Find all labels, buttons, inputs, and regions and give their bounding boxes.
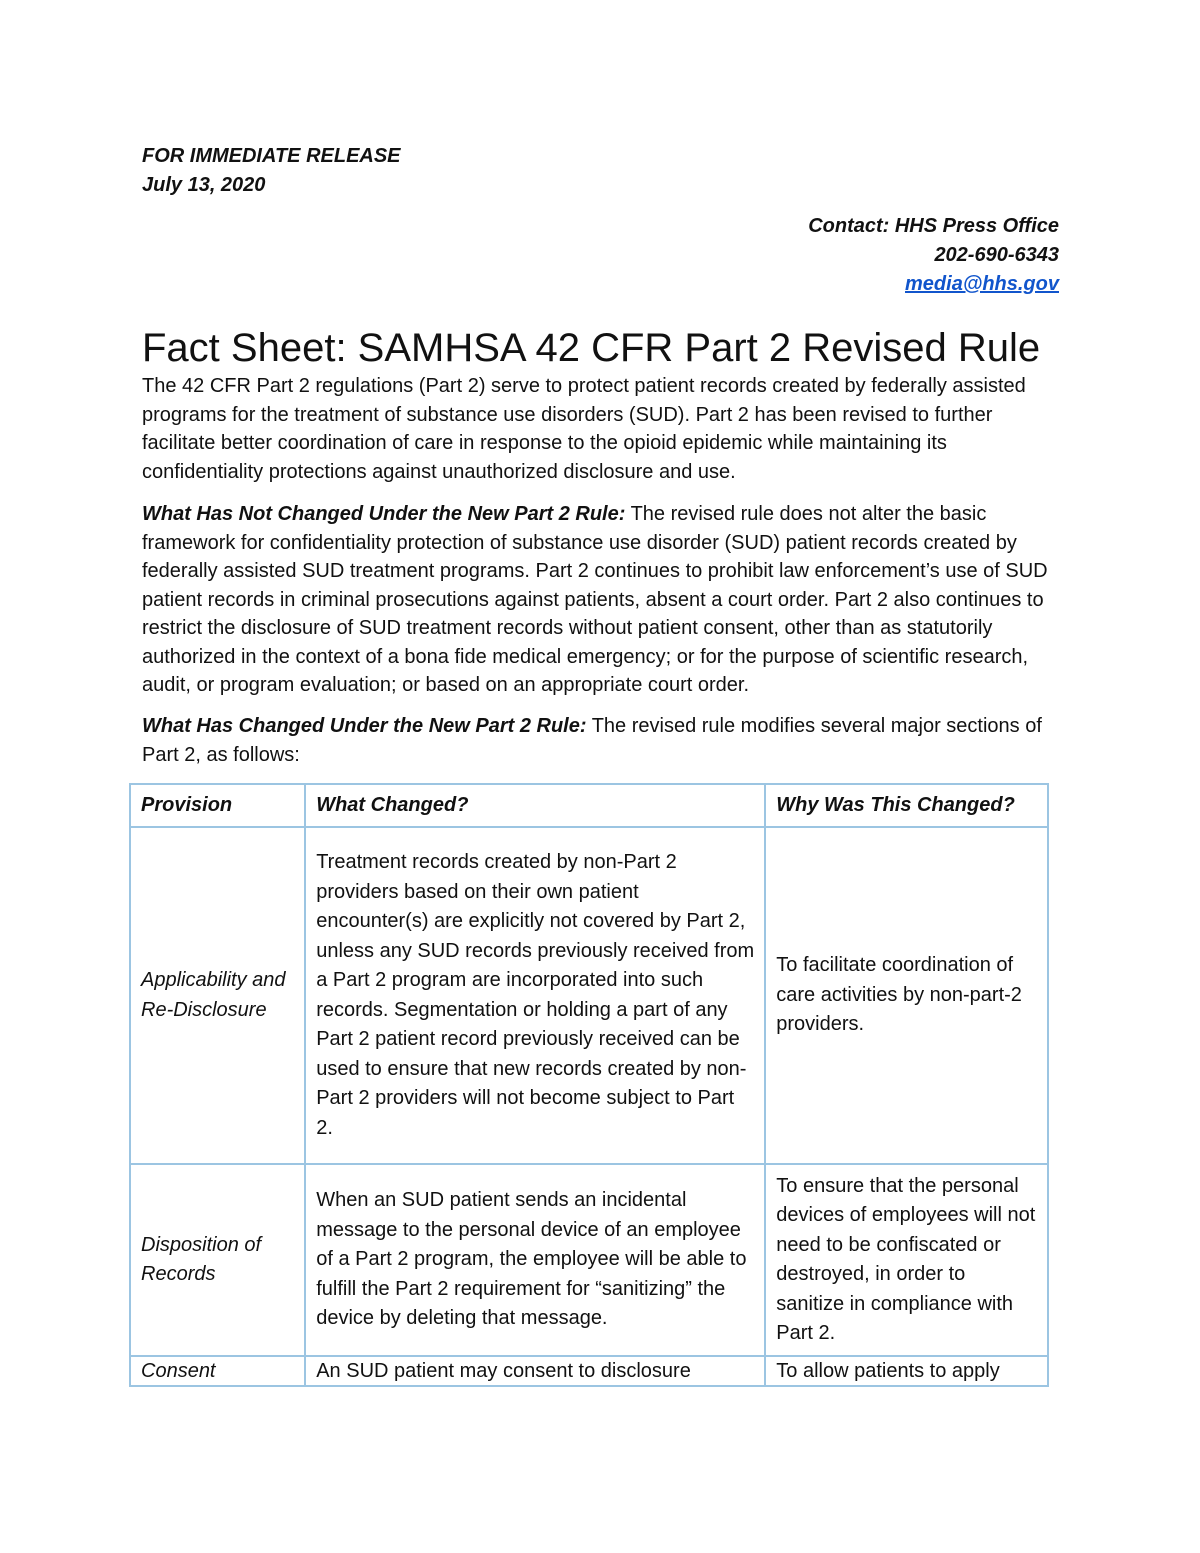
page-title: Fact Sheet: SAMHSA 42 CFR Part 2 Revised Rule: [142, 326, 1041, 370]
provision-cell: Consent: [130, 1356, 305, 1386]
why-changed-cell: To allow patients to apply: [765, 1356, 1048, 1386]
table-header-row: [130, 784, 1048, 827]
changed-paragraph: [142, 712, 1062, 769]
provisions-table: [129, 783, 1049, 1387]
intro-paragraph: The 42 CFR Part 2 regulations (Part 2) serve to protect patient records created by federally assisted programs for the treatment of substance use disorders (SUD). Part 2 has been revised to further facilitate better coordination of care in response to the opioid epidemic while maintaining its confidentiality protections against unauthorized disclosure and use.: [142, 375, 1026, 483]
header-provision: Provision: [130, 784, 305, 827]
release-date: July 13, 2020: [142, 174, 266, 196]
not-changed-text: The revised rule does not alter the basic framework for confidentiality protection of substance use disorder (SUD) patient records created by federally assisted SUD treatment programs. Part 2 continues to prohibit law enforcement’s use of SUD patient records in criminal prosecutions against patients, absent a court order. Part 2 also continues to restrict the disclosure of SUD treatment records without patient consent, other than as statutorily authorized in the context of a bona fide medical emergency; or for the purpose of scientific research, audit, or program evaluation; or based on an appropriate court order.: [142, 503, 1048, 696]
contact-email-link[interactable]: media@hhs.gov: [905, 273, 1059, 295]
provision-cell: Applicability and Re-Disclosure: [130, 827, 305, 1164]
what-changed-cell: An SUD patient may consent to disclosure: [305, 1356, 765, 1386]
what-changed-cell: When an SUD patient sends an incidental message to the personal device of an employee of a Part 2 program, the employee will be able to fulfill the Part 2 requirement for “sanitizing” the device by deleting that message.: [305, 1164, 765, 1356]
contact-block: [808, 212, 1059, 299]
release-block: [142, 142, 401, 200]
contact-phone: 202-690-6343: [934, 244, 1059, 266]
what-changed-cell: Treatment records created by non-Part 2 providers based on their own patient encounter(s) are explicitly not covered by Part 2, unless any SUD records previously received from a Part 2 program are incorporated into such records. Segmentation or holding a part of any Part 2 patient record previously received can be used to ensure that new records created by non-Part 2 providers will not become subject to Part 2.: [305, 827, 765, 1164]
header-what-changed: What Changed?: [305, 784, 765, 827]
changed-text: The revised rule modifies several major sections of Part 2, as follows:: [142, 715, 1042, 766]
changed-lead: What Has Changed Under the New Part 2 Rule:: [142, 715, 587, 737]
why-changed-cell: To facilitate coordination of care activities by non-part-2 providers.: [765, 827, 1048, 1164]
contact-label: Contact: HHS Press Office: [808, 215, 1059, 237]
not-changed-paragraph: [142, 500, 1062, 700]
table-row: [130, 1356, 1048, 1386]
header-why-changed: Why Was This Changed?: [765, 784, 1048, 827]
release-label: FOR IMMEDIATE RELEASE: [142, 145, 401, 167]
not-changed-lead: What Has Not Changed Under the New Part 2 Rule:: [142, 503, 626, 525]
why-changed-cell: To ensure that the personal devices of employees will not need to be confiscated or destroyed, in order to sanitize in compliance with Part 2.: [765, 1164, 1048, 1356]
provision-cell: Disposition of Records: [130, 1164, 305, 1356]
table-row: [130, 827, 1048, 1164]
table-row: [130, 1164, 1048, 1356]
